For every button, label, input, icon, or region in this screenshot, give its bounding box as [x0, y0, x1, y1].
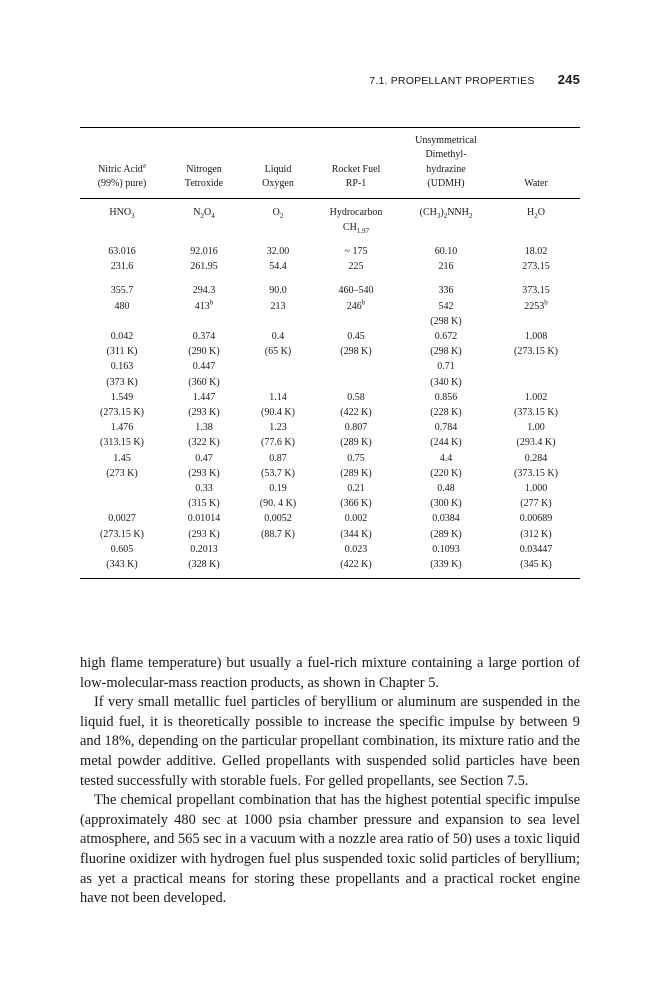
header-nitric-acid: Nitric Acid	[98, 163, 143, 175]
table-cell: 1.38	[195, 422, 213, 434]
table-cell: 0.47	[195, 452, 213, 464]
table-cell: (328 K)	[188, 559, 220, 571]
table-cell: (220 K)	[430, 467, 462, 479]
table-cell: (422 K)	[340, 559, 372, 571]
table-cell: 0.75	[347, 452, 365, 464]
table-cell: 0.58	[347, 391, 365, 403]
table-cell: 0.71	[437, 361, 455, 373]
table-cell: (311 K)	[106, 346, 138, 358]
table-cell: (293 K)	[188, 467, 220, 479]
table-cell: 0.672	[434, 331, 458, 343]
footnote-marker: b	[209, 298, 214, 307]
table-cell: 0.856	[434, 391, 458, 403]
table-cell: (293 K)	[188, 528, 220, 540]
table-cell: 246$^b$	[346, 298, 366, 312]
header-cell: Unsymmetrical	[415, 135, 477, 146]
table-row	[80, 299, 580, 329]
table-row	[80, 527, 580, 542]
table-cell: 1.000	[524, 483, 548, 495]
table-cell: (289 K)	[430, 528, 462, 540]
table-row	[80, 496, 580, 511]
table-header	[80, 128, 580, 198]
table-cell	[244, 557, 312, 578]
table-cell: 216	[438, 261, 454, 273]
table-cell: 273.15	[522, 261, 550, 273]
table-cell: 355.7	[110, 285, 134, 297]
table-cell: (345 K)	[520, 559, 552, 571]
table-row	[80, 283, 580, 298]
table-row	[80, 244, 580, 259]
header-cell: Rocket Fuel	[331, 163, 381, 175]
header-cell: Liquid	[264, 163, 292, 175]
table-cell: (298 K)	[430, 346, 462, 358]
table-cell: (344 K)	[340, 528, 372, 540]
paragraph: The chemical propellant combination that has the highest potential specific impulse (approximately 480 sec at 1000 psia chamber pressure and expansion to sea level atmosphere, and 565 sec in a vacuum with a nozzle area ratio of 50) uses a toxic liquid fluorine oxidizer with hydrogen fuel plus suspended toxic solid particles of beryllium; as yet a practical means for storing these propellants and a practical rocket engine have not been developed.	[80, 792, 580, 907]
table-cell: (373.15 K)	[514, 467, 558, 479]
table-cell: (228 K)	[430, 407, 462, 419]
table-row	[80, 375, 580, 390]
table-cell: 480	[114, 300, 130, 312]
properties-table-body	[80, 199, 580, 579]
table-bottom-rule	[80, 578, 580, 579]
table-cell: (290 K)	[188, 346, 220, 358]
formula-cell: $(CH_3)_2NNH_2$	[419, 206, 473, 220]
table-row	[80, 435, 580, 450]
table-cell: (340 K)	[430, 376, 462, 388]
table-cell: 1.23	[269, 422, 287, 434]
table-cell: 0.0384	[432, 513, 460, 525]
table-cell: (315 K)	[188, 498, 220, 510]
table-cell: 0.87	[269, 452, 287, 464]
table-cell: (339 K)	[430, 559, 462, 571]
table-cell	[80, 496, 164, 511]
footnote-marker: a	[142, 161, 146, 170]
header-cell	[244, 134, 312, 148]
table-row	[80, 199, 580, 235]
table-cell: 373.15	[522, 285, 550, 297]
section-title: 7.1. PROPELLANT PROPERTIES	[369, 75, 535, 87]
table-cell: (289 K)	[340, 437, 372, 449]
table-cell: 0.002	[344, 513, 368, 525]
header-cell: Nitrogen	[186, 163, 222, 175]
footnote-marker: b	[361, 298, 366, 307]
table-cell: 60.10	[434, 246, 458, 258]
body-text	[80, 654, 580, 909]
header-cell: Oxygen	[262, 178, 294, 190]
table-cell: 63.016	[108, 246, 136, 258]
table-row	[80, 466, 580, 481]
table-body	[80, 199, 580, 579]
table-cell: (313.15 K)	[100, 437, 144, 449]
table-cell: (293.4 K)	[516, 437, 556, 449]
header-cell	[492, 163, 580, 177]
table-cell: 0.2013	[190, 543, 218, 555]
properties-table	[80, 128, 580, 198]
table-row	[80, 359, 580, 374]
table-cell	[492, 375, 580, 390]
table-cell: (366 K)	[340, 498, 372, 510]
table-cell: 90.0	[269, 285, 287, 297]
table-cell: 0.784	[434, 422, 458, 434]
table-cell: 32.00	[266, 246, 290, 258]
table-cell: 0.807	[344, 422, 368, 434]
table-cell: 542 (298 K)	[430, 300, 462, 327]
table-cell: (360 K)	[188, 376, 220, 388]
table-cell: 336	[438, 285, 454, 297]
table-cell: 231.6	[110, 261, 134, 273]
table-cell: (88.7 K)	[261, 528, 295, 540]
table-cell: (273.15 K)	[514, 346, 558, 358]
formula-cell: Hydrocarbon $CH_{1.97}$	[329, 206, 383, 235]
table-cell: (273 K)	[106, 467, 138, 479]
table-cell: 1.45	[113, 452, 131, 464]
header-cell: (UDMH)	[427, 178, 465, 190]
table-row	[80, 542, 580, 557]
footnote-marker: b	[544, 298, 548, 307]
header-cell	[492, 134, 580, 148]
paragraph: high flame temperature) but usually a fuel-rich mixture containing a large portion of low-molecular-mass reaction products, as shown in Chapter 5.	[80, 655, 580, 691]
formula-cell: $H_2O$	[527, 206, 545, 220]
table-cell	[492, 359, 580, 374]
table-cell: (373 K)	[106, 376, 138, 388]
table-cell: 0.21	[347, 483, 365, 495]
table-cell: 0.48	[437, 483, 455, 495]
table-cell: 0.447	[192, 361, 216, 373]
page-number: 245	[557, 72, 580, 87]
table-cell: 2253$^b$	[524, 298, 548, 312]
table-cell: (300 K)	[430, 498, 462, 510]
table-cell: 0.042	[110, 331, 134, 343]
header-cell: Dimethyl-	[425, 149, 467, 161]
header-cell	[312, 148, 400, 162]
table-row	[80, 405, 580, 420]
table-cell: (90.4 K)	[261, 407, 295, 419]
table-row	[80, 259, 580, 274]
paragraph: If very small metallic fuel particles of beryllium or aluminum are suspended in the liquid fuel, it is theoretically possible to increase the specific impulse by between 9 and 18%, depending on the particular propellant combination, its mixture ratio and the metal powder additive. Gelled propellants with suspended solid particles have been tested successfully with storable fuels. For gelled propellants, see Section 7.5.	[80, 694, 580, 789]
table-cell: 0.45	[347, 331, 365, 343]
table-row	[80, 481, 580, 496]
table-cell: 1.549	[110, 391, 134, 403]
table-cell: (289 K)	[340, 467, 372, 479]
table-cell: (322 K)	[188, 437, 220, 449]
table-cell: ~ 175	[344, 246, 368, 258]
header-cell	[492, 148, 580, 162]
table-cell: 1.00	[527, 422, 545, 434]
header-cell	[164, 148, 244, 162]
table-cell: 0.33	[195, 483, 213, 495]
table-cell: 4.4	[439, 452, 453, 464]
table-row	[80, 344, 580, 359]
header-cell: hydrazine	[426, 163, 466, 175]
table-cell: (244 K)	[430, 437, 462, 449]
table-cell	[312, 375, 400, 390]
table-row	[80, 420, 580, 435]
table-cell: 413$^b$	[194, 298, 214, 312]
table-cell: 0.19	[269, 483, 287, 495]
table-cell: (77.6 K)	[261, 437, 295, 449]
table-cell: (293 K)	[188, 407, 220, 419]
table-cell: 92.016	[190, 246, 218, 258]
table-cell: (373.15 K)	[514, 407, 558, 419]
table-cell: 0.01014	[187, 513, 221, 525]
header-cell: (99%) pure)	[97, 178, 147, 190]
header-cell: RP-1	[345, 178, 367, 190]
table-cell: 18.02	[524, 246, 548, 258]
table-row	[80, 329, 580, 344]
table-cell: 1.476	[110, 422, 134, 434]
header-cell	[80, 148, 164, 162]
table-cell: (53.7 K)	[261, 467, 295, 479]
formula-cell: $N_2O_4$	[193, 206, 215, 220]
table-cell: (312 K)	[520, 528, 552, 540]
table-cell: (65 K)	[264, 346, 292, 358]
table-cell: 1.447	[192, 391, 216, 403]
running-head	[80, 72, 580, 90]
table-cell: 0.023	[344, 543, 368, 555]
header-cell	[244, 148, 312, 162]
table-cell: 54.4	[269, 261, 287, 273]
table-cell	[244, 359, 312, 374]
header-cell	[312, 134, 400, 148]
table-cell: (90. 4 K)	[259, 498, 297, 510]
header-cell	[80, 134, 164, 148]
table-cell	[312, 359, 400, 374]
table-cell: 1.14	[269, 391, 287, 403]
table-cell: 460–540	[338, 285, 374, 297]
table-cell: 294.3	[192, 285, 216, 297]
table-cell: 0.0052	[264, 513, 292, 525]
table-cell: 213	[270, 300, 286, 312]
header-cell: Tetroxide	[184, 178, 224, 190]
header-cell: Water	[524, 178, 548, 190]
table-cell: 0.605	[110, 543, 134, 555]
table-cell: (273.15 K)	[100, 528, 144, 540]
table-cell	[80, 481, 164, 496]
table-cell: (277 K)	[520, 498, 552, 510]
table-cell	[244, 542, 312, 557]
propellant-table	[80, 127, 580, 579]
table-cell: 0.00689	[519, 513, 553, 525]
table-cell: (298 K)	[340, 346, 372, 358]
formula-cell: $HNO_3$	[109, 206, 135, 220]
table-row	[80, 390, 580, 405]
table-cell: (422 K)	[340, 407, 372, 419]
table-cell: 0.03447	[519, 543, 553, 555]
table-row	[80, 511, 580, 526]
table-cell: 225	[348, 261, 364, 273]
table-cell: 0.1093	[432, 543, 460, 555]
table-cell: (273.15 K)	[100, 407, 144, 419]
table-row	[80, 557, 580, 578]
table-cell: 1.002	[524, 391, 548, 403]
table-cell: 0.0027	[108, 513, 136, 525]
table-cell: 0.284	[524, 452, 548, 464]
table-cell: 0.374	[192, 331, 216, 343]
table-row	[80, 451, 580, 466]
table-cell	[244, 375, 312, 390]
table-cell: 0.163	[110, 361, 134, 373]
formula-cell: $O_2$	[272, 206, 284, 220]
table-cell: 1.008	[524, 331, 548, 343]
table-cell: 0.4	[271, 331, 285, 343]
table-cell: 261.95	[190, 261, 218, 273]
table-cell: (343 K)	[106, 559, 138, 571]
header-cell	[80, 163, 164, 177]
header-cell	[164, 134, 244, 148]
